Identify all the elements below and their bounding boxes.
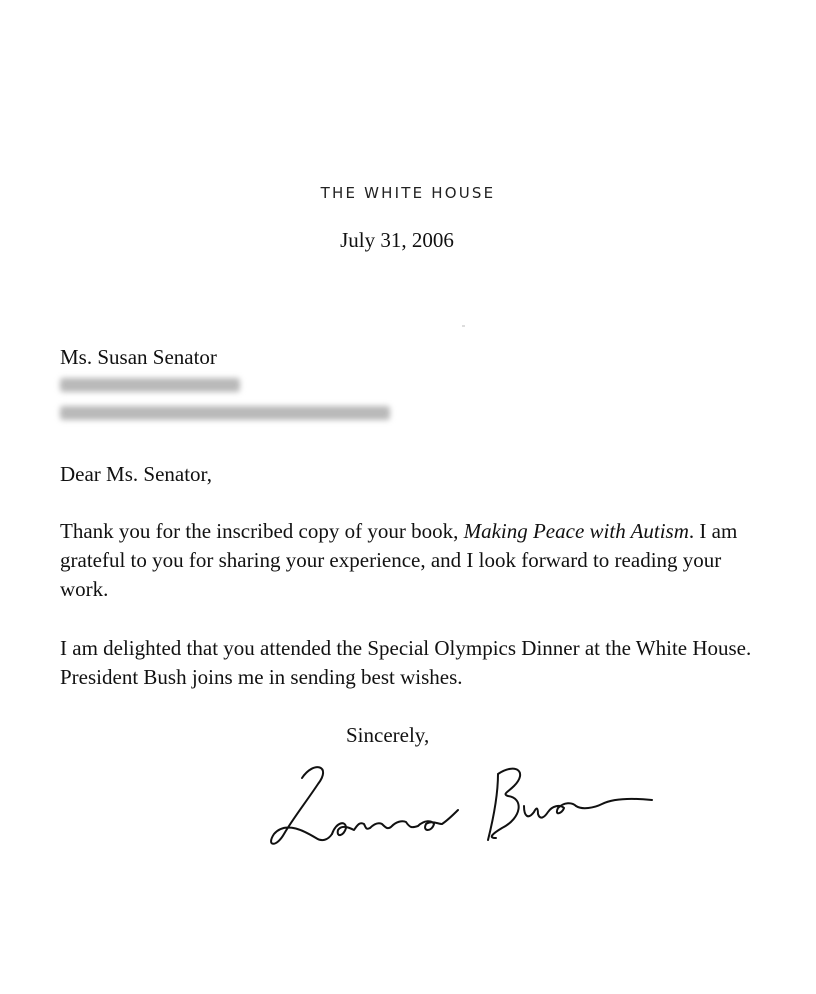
signature-letter-l — [271, 767, 332, 844]
book-title: Making Peace with Autism — [463, 519, 689, 543]
signature-ush — [524, 799, 652, 818]
redacted-address-line-1 — [60, 378, 240, 392]
paragraph-2: I am delighted that you attended the Special Olympics Dinner at the White House. President Bush joins me in sending best wishes. — [60, 636, 752, 689]
paragraph-1-text-start: Thank you for the inscribed copy of your book, — [60, 519, 464, 543]
redacted-address-line-2 — [60, 406, 390, 420]
salutation: Dear Ms. Senator, — [60, 462, 212, 486]
scan-speck — [462, 325, 465, 327]
recipient-name: Ms. Susan Senator — [60, 345, 217, 369]
signature — [262, 758, 672, 868]
letterhead: THE WHITE HOUSE — [320, 184, 496, 202]
signature-letter-b — [488, 769, 520, 840]
signature-aura — [332, 810, 458, 835]
letter-date: July 31, 2006 — [340, 228, 454, 252]
paragraph-1-text-end: . I am grateful to you for sharing your experience, and I look forward to reading your work. — [60, 519, 738, 601]
closing: Sincerely, — [346, 723, 430, 747]
paragraph-1 — [60, 517, 760, 604]
